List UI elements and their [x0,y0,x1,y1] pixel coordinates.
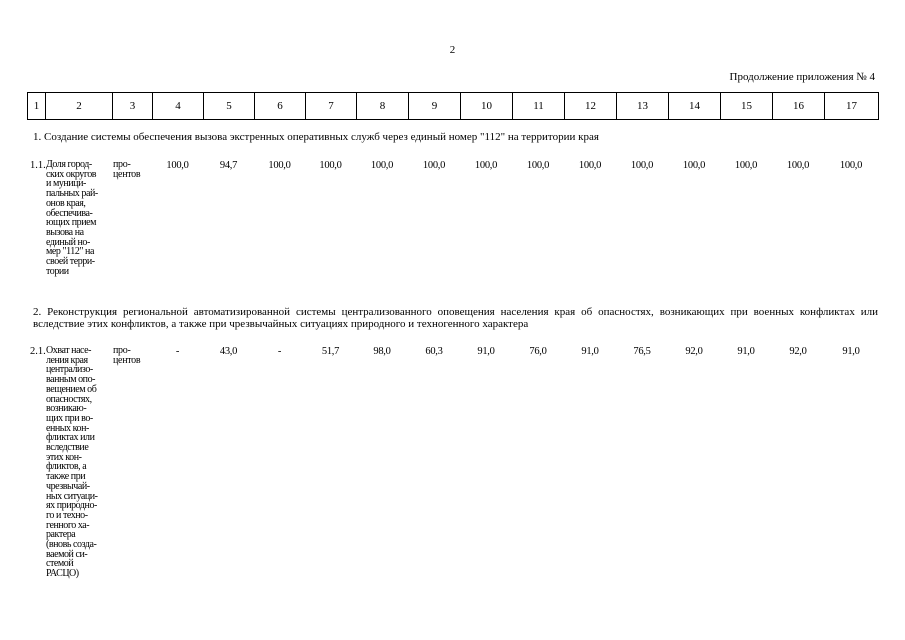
column-header-2: 2 [46,93,113,120]
value-cell-col-6: - [277,346,282,357]
section-title: 2. Реконструкция региональной автоматизированной системы централизованного оповещения населения края об опасностях, возникающих при военных конфликтах или вследствие этих конфликтов, а также при чрезвычайных ситуациях природного и техногенного характера [33,306,878,330]
column-header-13: 13 [617,93,669,120]
value-cell-col-11: 76,0 [529,346,547,357]
column-header-8: 8 [357,93,409,120]
column-header-1: 1 [28,93,46,120]
column-header-5: 5 [204,93,255,120]
page-number: 2 [449,44,456,56]
row-indicator-name: Доля город- ских округов и муници- пальных рай- онов края, обеспечива- ющих прием вызова на единый но- мер "112" на своей терри- тории [46,159,98,277]
value-cell-col-4: 100,0 [166,160,189,171]
value-cell-col-10: 100,0 [474,160,498,171]
value-cell-col-12: 100,0 [578,160,602,171]
value-cell-col-6: 100,0 [268,160,291,171]
column-header-12: 12 [565,93,617,120]
value-cell-col-8: 100,0 [370,160,394,171]
column-header-9: 9 [409,93,461,120]
value-cell-col-15: 91,0 [737,346,755,357]
row-number: 2.1. [30,346,46,357]
value-cell-col-16: 100,0 [786,160,810,171]
value-cell-col-4: - [175,346,180,357]
column-header-10: 10 [461,93,513,120]
column-header-4: 4 [153,93,204,120]
row-unit: про- центов [113,345,141,366]
value-cell-col-8: 98,0 [373,346,391,357]
column-header-6: 6 [255,93,306,120]
value-cell-col-17: 91,0 [842,346,860,357]
value-cell-col-13: 100,0 [630,160,654,171]
section-title: 1. Создание системы обеспечения вызова экстренных оперативных служб через единый номер "112" на территории края [33,131,599,143]
column-header-table [27,92,879,120]
value-cell-col-15: 100,0 [734,160,758,171]
column-header-17: 17 [825,93,879,120]
row-number: 1.1. [30,160,46,171]
value-cell-col-16: 92,0 [789,346,807,357]
value-cell-col-5: 43,0 [219,346,238,357]
value-cell-col-9: 100,0 [422,160,446,171]
column-header-11: 11 [513,93,565,120]
column-header-3: 3 [113,93,153,120]
value-cell-col-12: 91,0 [581,346,599,357]
value-cell-col-17: 100,0 [839,160,863,171]
header-row [28,93,879,120]
value-cell-col-5: 94,7 [219,160,238,171]
row-indicator-name: Охват насе- ления края централизо- ванным опо- вещением об опасностях, возникаю- щих при во- енных кон- фликтах или вследствие этих кон- фликтов, а также при чрезвычай- ных ситуаци- ях природно- го и техно- генного ха- рактера (вновь созда- ваемой си- стемой РАСЦО) [46,345,98,580]
value-cell-col-10: 91,0 [477,346,495,357]
value-cell-col-13: 76,5 [633,346,651,357]
value-cell-col-9: 60,3 [425,346,443,357]
column-header-16: 16 [773,93,825,120]
column-header-15: 15 [721,93,773,120]
continuation-label: Продолжение приложения № 4 [729,71,875,83]
value-cell-col-14: 92,0 [685,346,703,357]
column-header-14: 14 [669,93,721,120]
column-header-7: 7 [306,93,357,120]
row-unit: про- центов [113,159,141,180]
value-cell-col-14: 100,0 [682,160,706,171]
value-cell-col-7: 51,7 [321,346,340,357]
value-cell-col-11: 100,0 [526,160,550,171]
value-cell-col-7: 100,0 [319,160,342,171]
